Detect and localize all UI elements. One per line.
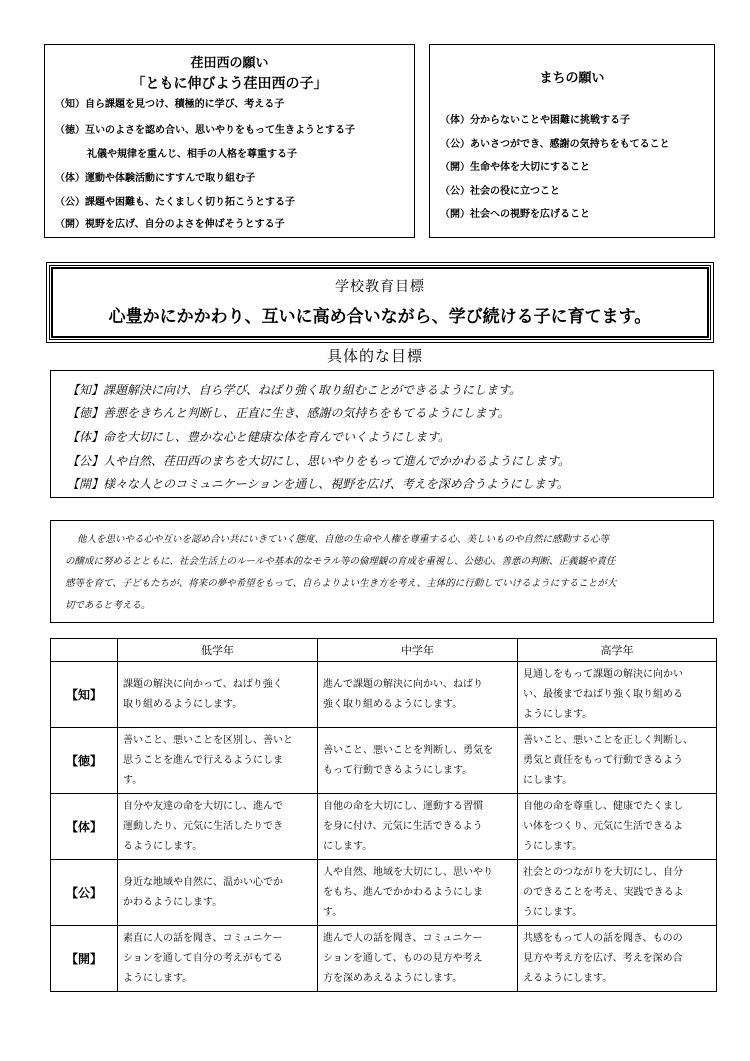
specific-goal-line: 【体】命を大切にし、豊かな心と健康な体を育んでいくようにします。 — [67, 430, 451, 444]
header-corner — [51, 639, 118, 662]
cell-text: 課題の解決に向かって、ねばり強く 取り組めるようにします。 — [123, 678, 283, 710]
table-cell — [318, 926, 518, 992]
cell-text: 自他の命を尊重し、健康でたくまし い体をつくり、元気に生活できるよ うにします。 — [523, 800, 683, 852]
cell-text: 見通しをもって課題の解決に向かい い、最後までねばり強く取り組める ようにします。 — [523, 668, 683, 720]
grade-goals-table — [50, 638, 717, 992]
row-label: 【開】 — [51, 926, 118, 992]
specific-goal-line: 【開】様々な人とのコミュニケーションを通し、視野を広げ、考えを深め合うようにします。 — [67, 477, 569, 491]
town-wish-item: （公）あいさつができ、感謝の気持ちをもてること — [440, 139, 670, 150]
table-cell — [518, 662, 717, 728]
town-wish-item: （公）社会の役に立つこと — [440, 186, 560, 197]
school-wish-title: 荏田西の願い — [190, 56, 269, 71]
cell-text: 善いこと、悪いことを正しく判断し、 勇気と責任をもって行動できるよう にします。 — [523, 734, 693, 786]
school-wish-item: （公）課題や困難も、たくましく切り拓こうとする子 — [55, 197, 295, 208]
school-wish-item: （開）視野を広げ、自分のよさを伸ばそうとする子 — [55, 219, 285, 230]
header-upper-grades: 高学年 — [518, 639, 717, 662]
table-row — [51, 728, 717, 794]
town-wish-item: （開）生命や体を大切にすること — [440, 162, 590, 173]
school-wish-item: （体）運動や体験活動にすすんで取り組む子 — [55, 173, 256, 184]
table-cell — [118, 662, 318, 728]
cell-text: 社会とのつながりを大切にし、自分 のできることを考え、実践できるよ うにします。 — [523, 866, 684, 918]
school-goal-motto: 心豊かにかかわり、互いに高め合いながら、学び続ける子に育てます。 — [108, 307, 652, 327]
cell-text: 素直に人の話を聞き、コミュニケー ションを通して自分の考えがもてる ようにします。 — [123, 932, 283, 984]
town-wish-item: （体）分からないことや困難に挑戦する子 — [440, 115, 630, 126]
table-cell — [318, 728, 518, 794]
table-cell — [118, 728, 318, 794]
table-cell — [518, 860, 717, 926]
table-cell — [118, 860, 318, 926]
table-row — [51, 794, 717, 860]
table-cell — [318, 860, 518, 926]
cell-text: 自他の命を大切にし、運動する習慣 を身に付け、元気に生活できるよう にします。 — [323, 800, 483, 852]
table-header-row — [51, 639, 717, 662]
cell-text: 人や自然、地域を大切にし、思いやり をもち、進んでかかわるようにしま す。 — [323, 866, 493, 918]
cell-text: 身近な地域や自然に、温かい心でか かわるようにします。 — [123, 876, 283, 908]
table-cell — [518, 926, 717, 992]
row-label: 【公】 — [51, 860, 118, 926]
philosophy-line: 感等を育て、子どもたちが、将来の夢や希望をもって、自らよりよい生き方を考え、主体的に行動していけるようにすることが大 — [65, 578, 617, 589]
philosophy-line: の醸成に努めるとともに、社会生活上のルールや基本的なモラル等の倫理観の育成を重視し、公徳心、善悪の判断、正義観や責任 — [65, 556, 616, 567]
specific-goals-box — [50, 370, 714, 498]
specific-goal-line: 【徳】善悪をきちんと判断し、正直に生き、感謝の気持ちをもてるようにします。 — [67, 406, 510, 420]
town-wish-box — [429, 44, 715, 238]
table-cell — [118, 794, 318, 860]
school-goal-box — [46, 262, 714, 343]
cell-text: 自分や友達の命を大切にし、進んで 運動したり、元気に生活したりでき るようにします。 — [123, 800, 283, 852]
cell-text: 進んで人の話を聞き、コミュニケー ションを通して、ものの見方や考え 方を深めあえるようにします。 — [323, 932, 483, 984]
table-cell — [318, 662, 518, 728]
table-cell — [518, 794, 717, 860]
table-cell — [118, 926, 318, 992]
header-lower-grades: 低学年 — [118, 639, 318, 662]
specific-goal-line: 【公】人や自然、荏田西のまちを大切にし、思いやりをもって進んでかかわるようにします。 — [67, 454, 571, 468]
school-wish-item: （徳）互いのよさを認め合い、思いやりをもって生きようとする子 — [55, 125, 355, 136]
specific-goal-line: 【知】課題解決に向け、自ら学び、ねばり強く取り組むことができるようにします。 — [67, 383, 522, 397]
cell-text: 共感をもって人の話を聞き、ものの 見方や考え方を広げ、考えを深め合 えるようにします。 — [523, 932, 683, 984]
row-label: 【徳】 — [51, 728, 118, 794]
philosophy-box — [50, 520, 714, 623]
row-label: 【体】 — [51, 794, 118, 860]
header-middle-grades: 中学年 — [318, 639, 518, 662]
philosophy-line: 切であると考える。 — [65, 600, 151, 611]
specific-goals-title: 具体的な目標 — [326, 347, 423, 365]
table-row — [51, 926, 717, 992]
school-wish-subtitle: 「ともに伸びよう荏田西の子」 — [131, 76, 328, 92]
town-wish-title: まちの願い — [539, 71, 605, 86]
table-cell — [518, 728, 717, 794]
school-wish-item: 礼儀や規律を重んじ、相手の人格を尊重する子 — [87, 149, 297, 160]
cell-text: 善いこと、悪いことを判断し、勇気を もって行動できるようにします。 — [323, 744, 493, 776]
table-cell — [318, 794, 518, 860]
philosophy-line: 他人を思いやる心や互いを認め合い共にいきていく態度、自他の生命や人権を尊重する心、美しいものや自然に感動する心等 — [77, 534, 610, 545]
table-row — [51, 662, 717, 728]
school-wish-item: （知）自ら課題を見つけ、積極的に学び、考える子 — [55, 99, 285, 110]
school-goal-title: 学校教育目標 — [335, 279, 425, 295]
cell-text: 進んで課題の解決に向かい、ねばり 強く取り組めるようにします。 — [323, 678, 483, 710]
table-row — [51, 860, 717, 926]
cell-text: 善いこと、悪いことを区別し、善いと 思うことを進んで行えるようにしま す。 — [123, 734, 293, 786]
town-wish-item: （開）社会への視野を広げること — [440, 209, 590, 220]
school-wish-box — [44, 44, 415, 238]
row-label: 【知】 — [51, 662, 118, 728]
